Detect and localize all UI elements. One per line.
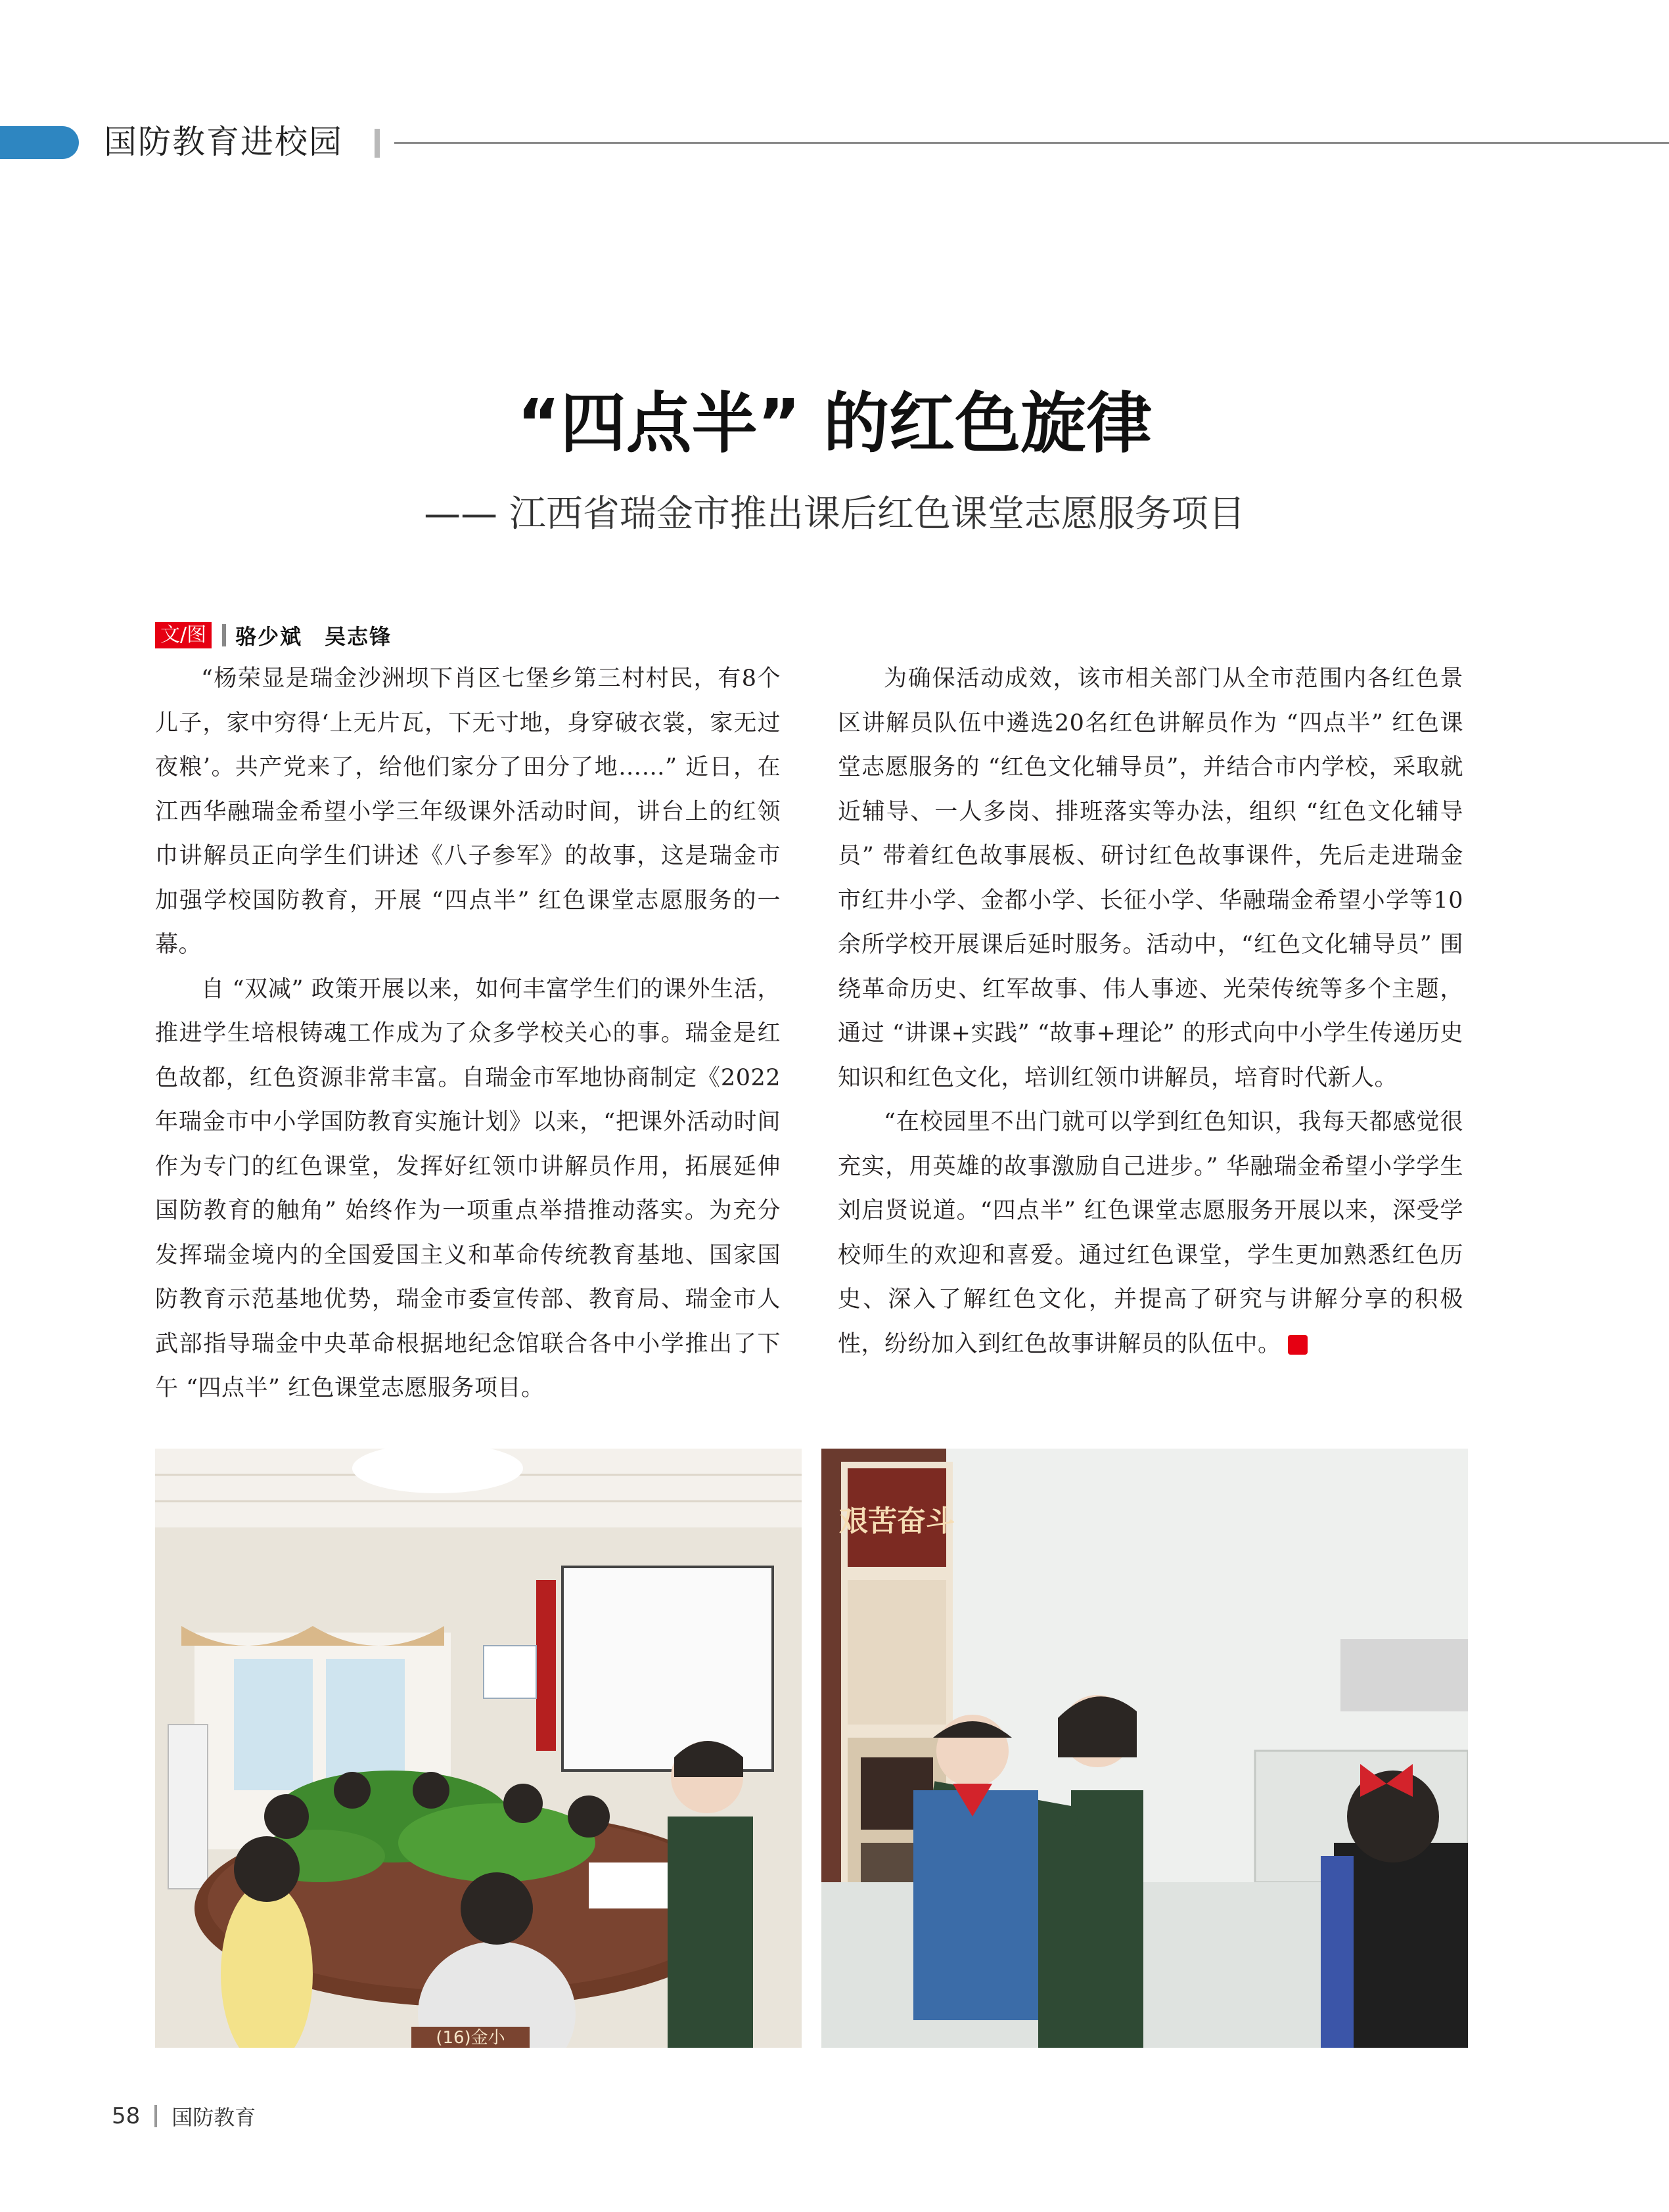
chair-label: (16)金小 (436, 2028, 505, 2048)
article-column-right (838, 657, 1463, 1366)
byline-authors: 骆少斌 吴志锋 (235, 624, 392, 649)
byline (155, 621, 392, 650)
end-mark-icon: G (1288, 1335, 1308, 1355)
footer-separator (154, 2105, 157, 2127)
paragraph: 自 “双减” 政策开展以来，如何丰富学生们的课外生活，推进学生培根铸魂工作成为了众多学校关心的事。瑞金是红色故都，红色资源非常丰富。自瑞金市军地协商制定《2022年瑞金市中小学国防教育实施计划》以来，“把课外活动时间作为专门的红色课堂，发挥好红领巾讲解员作用，拓展延伸国防教育的触角” 始终作为一项重点举措推动落实。为充分发挥瑞金境内的全国爱国主义和革命传统教育基地、国家国防教育示范基地优势，瑞金市委宣传部、教育局、瑞金市人武部指导瑞金中央革命根据地纪念馆联合各中小学推出了下午 “四点半” 红色课堂志愿服务项目。 (155, 976, 781, 1401)
section-rule (394, 142, 1669, 144)
exhibition-illustration (821, 1449, 1468, 2048)
photo-exhibition (821, 1449, 1468, 2048)
panel-title: 艰苦奋斗 (839, 1504, 955, 1538)
paragraph: 为确保活动成效，该市相关部门从全市范围内各红色景区讲解员队伍中遴选20名红色讲解员作为 “四点半” 红色课堂志愿服务的 “红色文化辅导员”，并结合市内学校，采取就近辅导、一人多岗、排班落实等办法，组织 “红色文化辅导员” 带着红色故事展板、研讨红色故事课件，先后走进瑞金市红井小学、金都小学、长征小学、华融瑞金希望小学等10余所学校开展课后延时服务。活动中，“红色文化辅导员” 围绕革命历史、红军故事、伟人事迹、光荣传统等多个主题，通过 “讲课+实践” “故事+理论” 的形式向中小学生传递历史知识和红色文化，培训红领巾讲解员，培育时代新人。 (838, 666, 1463, 1091)
section-title: 国防教育进校园 (104, 123, 343, 161)
page-footer (112, 2100, 256, 2133)
classroom-illustration (155, 1449, 802, 2048)
byline-tag: 文/图 (155, 622, 212, 648)
section-bar (0, 126, 79, 159)
paragraph (838, 1100, 1463, 1366)
article-subtitle: —— 江西省瑞金市推出课后红色课堂志愿服务项目 (424, 493, 1245, 535)
page-number: 58 (112, 2103, 141, 2129)
article-column-left (155, 657, 781, 1411)
magazine-name: 国防教育 (171, 2105, 256, 2130)
paragraph-text: “在校园里不出门就可以学到红色知识，我每天都感觉很充实，用英雄的故事激励自己进步。” 华融瑞金希望小学学生刘启贤说道。“四点半” 红色课堂志愿服务开展以来，深受学校师生的欢迎和喜爱。通过红色课堂，学生更加熟悉红色历史、深入了解红色文化，并提高了研究与讲解分享的积极性，纷纷加入到红色故事讲解员的队伍中。 (838, 1109, 1463, 1357)
photo-classroom (155, 1449, 802, 2048)
section-separator (375, 129, 380, 158)
article-title: “四点半” 的红色旋律 (516, 385, 1153, 462)
paragraph: “杨荣显是瑞金沙洲坝下肖区七堡乡第三村村民，有8个儿子，家中穷得‘上无片瓦，下无寸地，身穿破衣裳，家无过夜粮’。共产党来了，给他们家分了田分了地……” 近日，在江西华融瑞金希望小学三年级课外活动时间，讲台上的红领巾讲解员正向学生们讲述《八子参军》的故事，这是瑞金市加强学校国防教育，开展 “四点半” 红色课堂志愿服务的一幕。 (155, 666, 781, 958)
byline-separator (222, 624, 226, 646)
